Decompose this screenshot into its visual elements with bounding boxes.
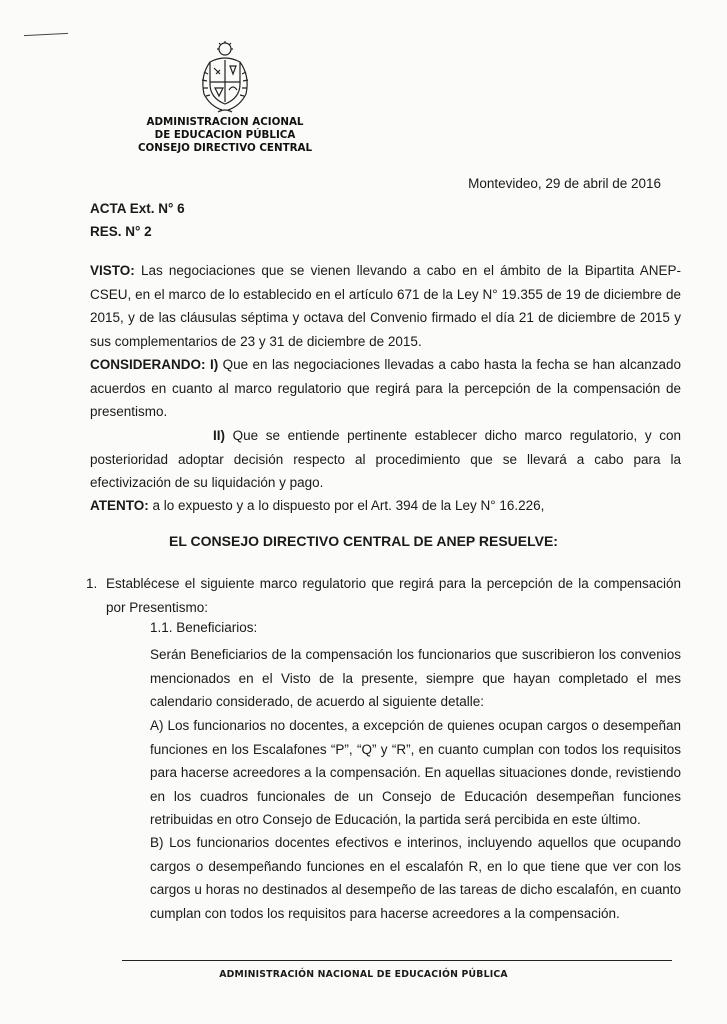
list-item-1-text: Establécese el siguiente marco regulatorio que regirá para la percepción de la compensación por Presentismo: — [106, 576, 681, 615]
atento-label: ATENTO: — [90, 498, 149, 513]
beneficiarios-paragraph: Serán Beneficiarios de la compensación los funcionarios que suscribieron los convenios mencionados en el Visto de la presente, siempre que hayan completado el mes calendario considerado, de acuerdo al siguiente detalle: — [150, 647, 681, 709]
organization-header — [100, 116, 350, 155]
acta-number: ACTA Ext. N° 6 — [90, 201, 185, 216]
footer-divider — [122, 960, 672, 961]
considerando-label: CONSIDERANDO: — [90, 357, 206, 372]
paragraph-b: B) Los funcionarios docentes efectivos e interinos, incluyendo aquellos que ocupando cargos o desempeñando funciones en el escalafón R, en lo que tiene que ver con los cargos u horas no destinados al desempeño de las tareas de dicho escalafón, en cuanto cumplan con todos los requisitos para hacerse acreedores a la compensación. — [150, 835, 681, 921]
visto-text: Las negociaciones que se vienen llevando a cabo en el ámbito de la Bipartita ANEP-CSEU, en el marco de lo establecido en el artículo 671 de la Ley N° 19.355 de 19 de diciembre de 2015, y de las cláusulas séptima y octava del Convenio firmado el día 21 de diciembre de 2015 y sus complementarios de 23 y 31 de diciembre de 2015. — [90, 263, 681, 349]
visto-label: VISTO: — [90, 263, 135, 278]
considerando-ii-text: Que se entiende pertinente establecer dicho marco regulatorio, y con posterioridad adoptar decisión respecto al procedimiento que se llevará a cabo para la efectivización de su liquidación y pago. — [90, 428, 681, 490]
resolution-title: EL CONSEJO DIRECTIVO CENTRAL DE ANEP RESUELVE: — [169, 533, 558, 549]
list-item-1-number: 1. — [86, 576, 98, 591]
footer-text: ADMINISTRACIÓN NACIONAL DE EDUCACIÓN PÚBLICA — [219, 969, 508, 980]
date-line: Montevideo, 29 de abril de 2016 — [468, 176, 661, 191]
visto-paragraph — [90, 259, 681, 353]
considerando-i-text: Que en las negociaciones llevadas a cabo hasta la fecha se han alcanzado acuerdos en cuanto al marco regulatorio que regirá para la percepción de la compensación de presentismo. — [90, 357, 681, 419]
org-name-line1: ADMINISTRACION ACIONAL — [146, 116, 304, 128]
atento-text: a lo expuesto y a lo dispuesto por el Art. 394 de la Ley N° 16.226, — [148, 498, 545, 513]
paragraph-a: A) Los funcionarios no docentes, a excepción de quienes ocupan cargos o desempeñan funciones en los Escalafones “P”, “Q” y “R”, en cuanto cumplan con todos los requisitos para hacerse acreedores a la compensación. En aquellas situaciones donde, revistiendo en los cuadros funcionales de un Consejo de Educación desempeñan funciones retribuidas en otro Consejo de Educación, la partida será percibida en este último. — [150, 718, 681, 827]
considerando-ii-paragraph — [90, 424, 681, 495]
pen-mark — [24, 33, 68, 36]
atento-paragraph — [90, 494, 681, 518]
resolution-number: RES. N° 2 — [90, 224, 152, 239]
org-name-line3: CONSEJO DIRECTIVO CENTRAL — [137, 142, 313, 154]
considerando-ii-label: II) — [213, 428, 225, 443]
subsection-heading-beneficiarios: 1.1. Beneficiarios: — [150, 620, 258, 635]
considerando-paragraph — [90, 353, 681, 424]
org-name-line2: DE EDUCACION PÚBLICA — [154, 129, 296, 141]
considerando-i-label: I) — [205, 357, 219, 372]
coat-of-arms-icon — [196, 40, 254, 114]
list-item-1 — [86, 572, 681, 619]
